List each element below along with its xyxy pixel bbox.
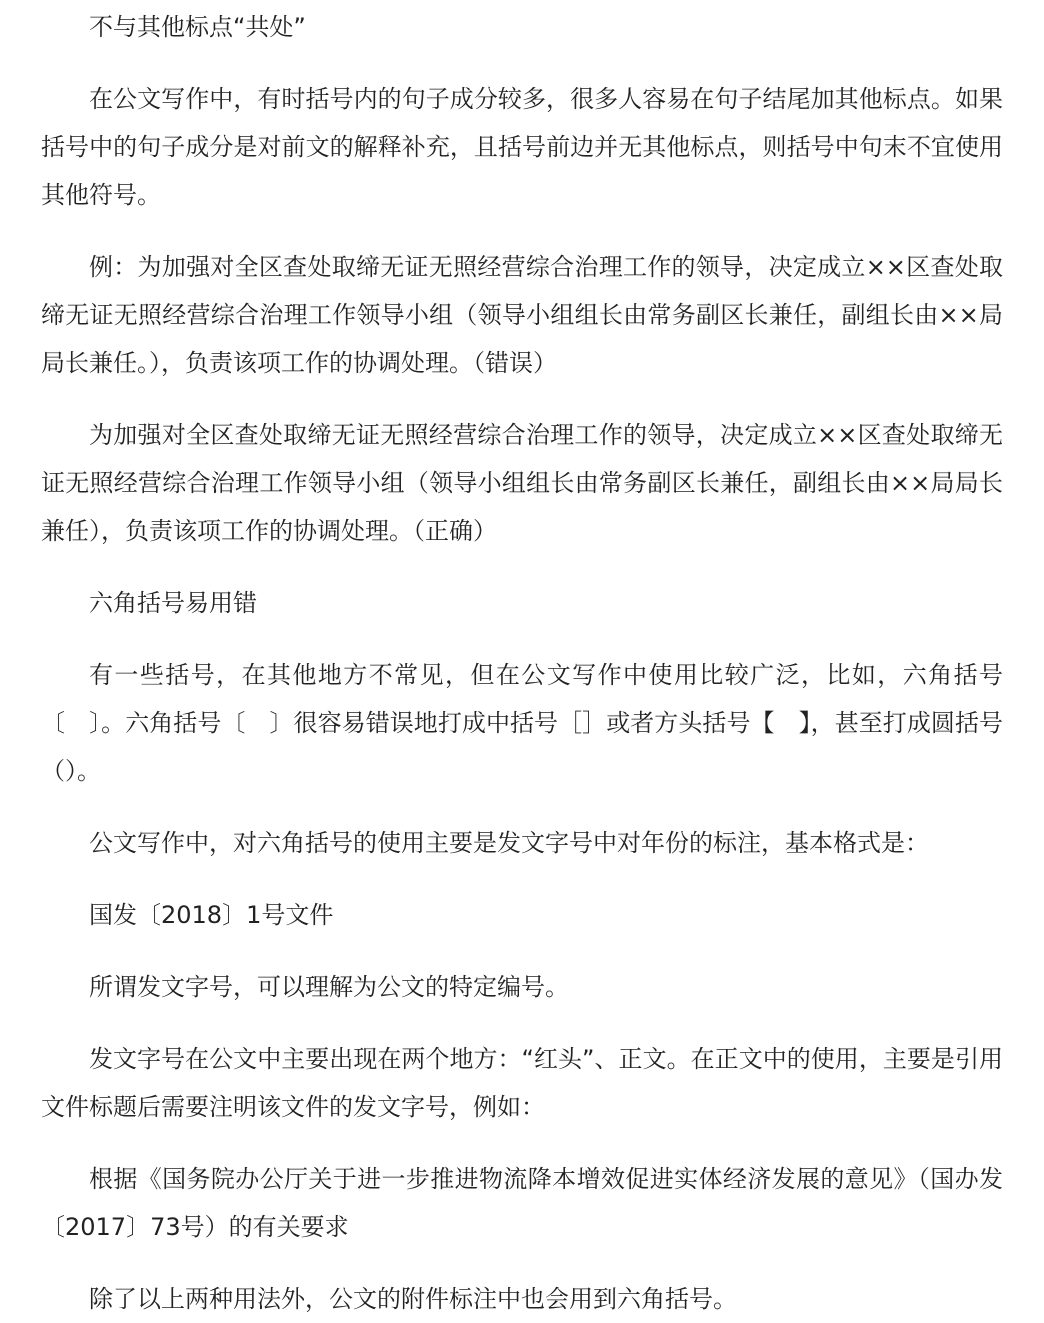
paragraph-example-correct: 为加强对全区查处取缔无证无照经营综合治理工作的领导，决定成立××区查处取缔无证无照经营综合治理工作领导小组（领导小组组长由常务副区长兼任，副组长由××局局长兼任），负责该项工作的协调处理。（正确） [41, 421, 1003, 545]
paragraph-bracket-rule: 在公文写作中，有时括号内的句子成分较多，很多人容易在句子结尾加其他标点。如果括号中的句子成分是对前文的解释补充，且括号前边并无其他标点，则括号中句末不宜使用其他符号。 [41, 85, 1003, 209]
paragraph-hexagonal-intro: 有一些括号，在其他地方不常见，但在公文写作中使用比较广泛，比如，六角括号〔 〕。六角括号〔 〕很容易错误地打成中括号［］或者方头括号【 】，甚至打成圆括号（）。 [41, 661, 1003, 785]
paragraph-locations: 发文字号在公文中主要出现在两个地方：“红头”、正文。在正文中的使用，主要是引用文件标题后需要注明该文件的发文字号，例如： [41, 1045, 1003, 1121]
paragraph-usage-format: 公文写作中，对六角括号的使用主要是发文字号中对年份的标注，基本格式是： [89, 829, 929, 857]
paragraph-citation-example: 根据《国务院办公厅关于进一步推进物流降本增效促进实体经济发展的意见》（国办发〔2017〕73号）的有关要求 [41, 1165, 1003, 1241]
paragraph-example-wrong: 例：为加强对全区查处取缔无证无照经营综合治理工作的领导，决定成立××区查处取缔无证无照经营综合治理工作领导小组（领导小组组长由常务副区长兼任，副组长由××局局长兼任。），负责该项工作的协调处理。（错误） [41, 253, 1003, 377]
paragraph-definition: 所谓发文字号，可以理解为公文的特定编号。 [89, 973, 569, 1001]
paragraph-format-example: 国发〔2018〕1号文件 [89, 901, 334, 929]
paragraph-attachment-usage: 除了以上两种用法外，公文的附件标注中也会用到六角括号。 [89, 1285, 737, 1313]
section-heading-hexagonal-brackets: 六角括号易用错 [89, 589, 257, 617]
section-heading-punctuation: 不与其他标点“共处” [89, 13, 306, 41]
